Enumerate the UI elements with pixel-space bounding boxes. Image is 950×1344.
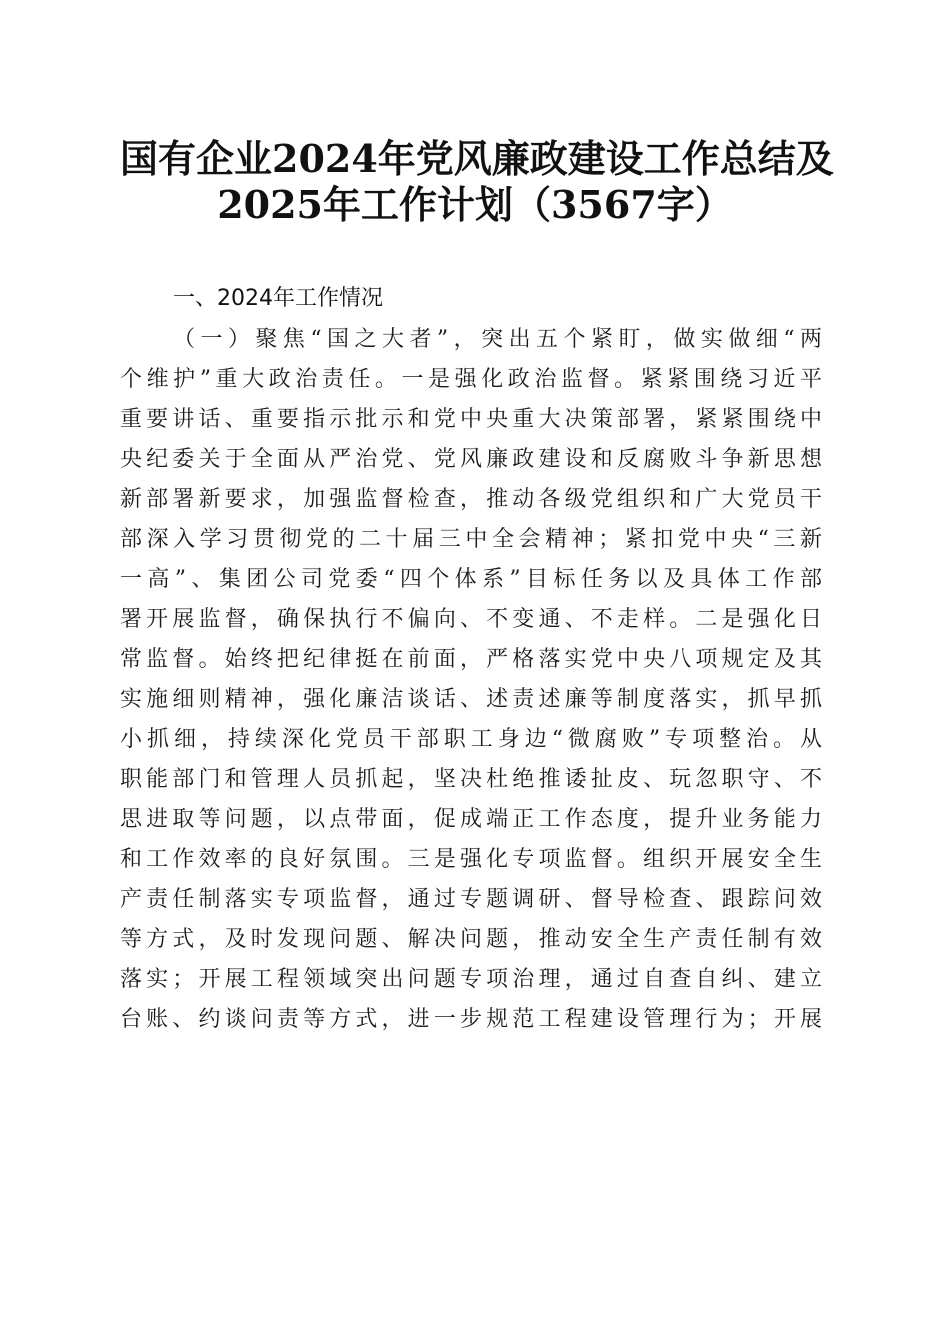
paragraph-line: 央纪委关于全面从严治党、党风廉政建设和反腐败斗争新思想 [120, 447, 822, 472]
paragraph-line: 常监督。始终把纪律挺在前面，严格落实党中央八项规定及其 [120, 647, 822, 672]
paragraph-line: 个维护”重大政治责任。一是强化政治监督。紧紧围绕习近平 [120, 367, 822, 392]
paragraph-line: 产责任制落实专项监督，通过专题调研、督导检查、跟踪问效 [120, 887, 822, 912]
paragraph-line: 一高”、集团公司党委“四个体系”目标任务以及具体工作部 [120, 567, 822, 592]
paragraph-line: 实施细则精神，强化廉洁谈话、述责述廉等制度落实，抓早抓 [120, 687, 822, 712]
paragraph-line: 职能部门和管理人员抓起，坚决杜绝推诿扯皮、玩忽职守、不 [120, 767, 822, 792]
paragraph-line: 小抓细，持续深化党员干部职工身边“微腐败”专项整治。从 [120, 727, 822, 752]
document-title-line-2: 2025年工作计划（3567字） [217, 182, 733, 227]
section-heading: 一、2024年工作情况 [173, 286, 383, 311]
paragraph-line: 署开展监督，确保执行不偏向、不变通、不走样。二是强化日 [120, 607, 822, 632]
paragraph-line: 等方式，及时发现问题、解决问题，推动安全生产责任制有效 [120, 927, 822, 952]
paragraph-line: 落实；开展工程领域突出问题专项治理，通过自查自纠、建立 [120, 967, 822, 992]
paragraph-line: （一）聚焦“国之大者”，突出五个紧盯，做实做细“两 [173, 327, 822, 352]
paragraph-line: 部深入学习贯彻党的二十届三中全会精神；紧扣党中央“三新 [120, 527, 822, 552]
document-title-line-1: 国有企业2024年党风廉政建设工作总结及 [120, 136, 834, 181]
paragraph-line: 新部署新要求，加强监督检查，推动各级党组织和广大党员干 [120, 487, 822, 512]
paragraph-line: 台账、约谈问责等方式，进一步规范工程建设管理行为；开展 [120, 1007, 822, 1032]
paragraph-line: 和工作效率的良好氛围。三是强化专项监督。组织开展安全生 [120, 847, 822, 872]
body-paragraph [120, 320, 822, 1040]
paragraph-line: 重要讲话、重要指示批示和党中央重大决策部署，紧紧围绕中 [120, 407, 822, 432]
paragraph-line: 思进取等问题，以点带面，促成端正工作态度，提升业务能力 [120, 807, 822, 832]
